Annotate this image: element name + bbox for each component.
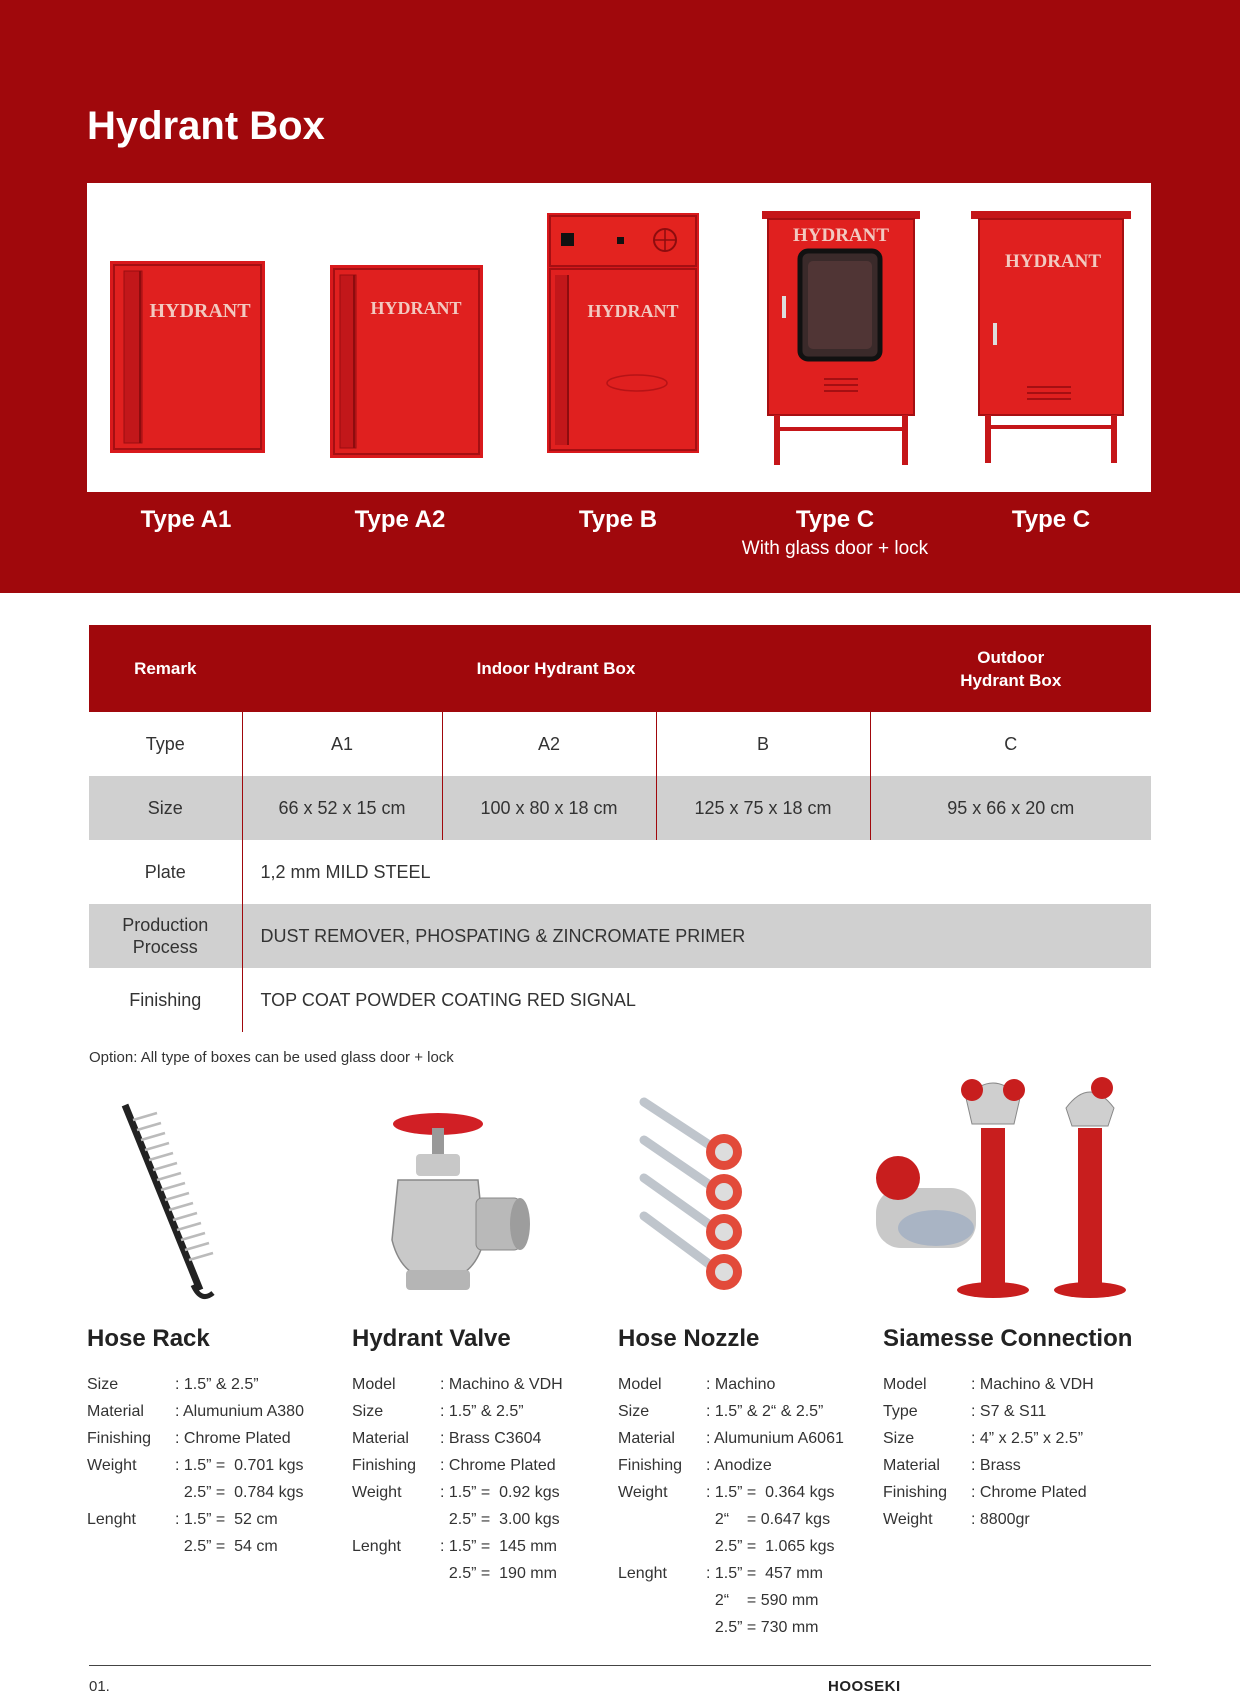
spec-value: : 1.5” = 145 mm <box>440 1538 557 1555</box>
type-c-glass-name: Type C <box>795 506 875 533</box>
option-note: Option: All type of boxes can be used glass door + lock <box>89 1049 454 1066</box>
product-siamese-connection <box>883 1325 1151 1533</box>
spec-value: : Alumunium A6061 <box>706 1430 844 1447</box>
process-row-label: Production Process <box>89 904 242 968</box>
spec-key: Finishing <box>883 1484 948 1501</box>
spec-table <box>89 625 1151 1032</box>
plate-value: 1,2 mm MILD STEEL <box>260 861 431 882</box>
spec-value: : Machino <box>706 1376 776 1393</box>
spec-key: Weight <box>87 1457 137 1474</box>
siamese-connection-title: Siamesse Connection <box>883 1325 1133 1352</box>
cabinet-c-image <box>971 211 1131 467</box>
spec-key: Finishing <box>352 1457 417 1474</box>
spec-value: : 1.5” = 457 mm <box>706 1565 823 1582</box>
spec-key: Size <box>352 1403 384 1420</box>
spec-key: Weight <box>618 1484 668 1501</box>
spec-value: : Brass <box>971 1457 1021 1474</box>
spec-value: : 1.5” = 52 cm <box>175 1511 278 1528</box>
spec-value: : 1.5” & 2.5” <box>440 1403 524 1420</box>
size-row-label: Size <box>89 776 242 840</box>
indoor-header: Indoor Hydrant Box <box>242 625 870 712</box>
page-title: Hydrant Box <box>87 104 325 148</box>
spec-key: Model <box>883 1376 927 1393</box>
spec-value: 2.5” = 0.784 kgs <box>175 1484 304 1501</box>
spec-key: Lenght <box>87 1511 136 1528</box>
spec-value: 2.5” = 730 mm <box>706 1619 819 1636</box>
spec-key: Weight <box>352 1484 402 1501</box>
cabinet-c-glass-image <box>762 211 920 469</box>
spec-key <box>352 1560 440 1587</box>
product-hose-nozzle <box>618 1325 878 1641</box>
spec-key: Material <box>87 1403 144 1420</box>
spec-key: Lenght <box>352 1538 401 1555</box>
cabinet-a1-image <box>110 261 265 453</box>
type-label-c <box>941 506 1161 534</box>
spec-key: Size <box>883 1430 915 1447</box>
spec-value: : Anodize <box>706 1457 772 1474</box>
spec-value: : Chrome Plated <box>971 1484 1087 1501</box>
type-row <box>89 712 1151 776</box>
plate-row <box>89 840 1151 904</box>
type-c-cell: C <box>1004 733 1018 754</box>
hose-nozzle-title: Hose Nozzle <box>618 1325 760 1352</box>
spec-value: 2“ = 590 mm <box>706 1592 819 1609</box>
product-hydrant-valve <box>352 1325 612 1587</box>
type-b-name: Type B <box>578 506 658 533</box>
size-a2-cell: 100 x 80 x 18 cm <box>442 776 656 840</box>
hose-rack-image <box>115 1095 225 1310</box>
spec-value: 2“ = 0.647 kgs <box>706 1511 831 1528</box>
footer-divider <box>89 1665 1151 1666</box>
hydrant-valve-title: Hydrant Valve <box>352 1325 511 1352</box>
remark-header: Remark <box>89 625 242 712</box>
spec-key: Finishing <box>618 1457 683 1474</box>
spec-key: Material <box>883 1457 940 1474</box>
process-row <box>89 904 1151 968</box>
type-c-name: Type C <box>1011 506 1091 533</box>
spec-value: : Alumunium A380 <box>175 1403 304 1420</box>
spec-value: : 1.5” & 2“ & 2.5” <box>706 1403 824 1420</box>
spec-value: : 1.5” & 2.5” <box>175 1376 259 1393</box>
spec-key <box>618 1506 706 1533</box>
plate-row-label: Plate <box>89 840 242 904</box>
spec-key: Size <box>618 1403 650 1420</box>
spec-value: : 4” x 2.5” x 2.5” <box>971 1430 1084 1447</box>
cabinet-a2-word: HYDRANT <box>370 298 462 318</box>
spec-value: : 1.5” = 0.701 kgs <box>175 1457 304 1474</box>
cabinet-b-image <box>547 213 699 453</box>
cabinet-photo-strip <box>87 183 1151 492</box>
spec-value: : Brass C3604 <box>440 1430 542 1447</box>
spec-key <box>618 1587 706 1614</box>
finishing-row-label: Finishing <box>89 968 242 1032</box>
spec-value: : 1.5” = 0.364 kgs <box>706 1484 835 1501</box>
spec-header-row <box>89 625 1151 712</box>
type-c-glass-subtitle: With glass door + lock <box>741 538 929 559</box>
spec-key <box>87 1533 175 1560</box>
spec-value: 2.5” = 54 cm <box>175 1538 278 1555</box>
type-a1-name: Type A1 <box>140 506 232 533</box>
spec-key: Type <box>883 1403 918 1420</box>
spec-value: 2.5” = 3.00 kgs <box>440 1511 560 1528</box>
hydrant-valve-image <box>376 1110 536 1300</box>
spec-key <box>87 1479 175 1506</box>
cabinet-c-word: HYDRANT <box>1004 251 1102 272</box>
cabinet-c-glass-word: HYDRANT <box>792 225 890 246</box>
spec-value: : S7 & S11 <box>971 1403 1047 1420</box>
size-b-cell: 125 x 75 x 18 cm <box>656 776 870 840</box>
spec-value: : 8800gr <box>971 1511 1030 1528</box>
type-label-a1 <box>76 506 296 534</box>
size-a1-cell: 66 x 52 x 15 cm <box>242 776 442 840</box>
spec-key: Model <box>352 1376 396 1393</box>
brand-name: HOOSEKI <box>828 1678 901 1695</box>
spec-key: Material <box>352 1430 409 1447</box>
type-b-cell: B <box>656 712 870 776</box>
spec-key: Model <box>618 1376 662 1393</box>
spec-value: : Chrome Plated <box>175 1430 291 1447</box>
spec-value: : Machino & VDH <box>440 1376 563 1393</box>
spec-key <box>352 1506 440 1533</box>
cabinet-b-word: HYDRANT <box>587 301 679 321</box>
outdoor-header: Outdoor Hydrant Box <box>870 625 1151 712</box>
siamese-connection-image <box>866 1068 1156 1308</box>
spec-value: 2.5” = 190 mm <box>440 1565 557 1582</box>
page-number: 01. <box>89 1678 110 1695</box>
spec-key <box>618 1533 706 1560</box>
type-a1-cell: A1 <box>242 712 442 776</box>
spec-value: : Chrome Plated <box>440 1457 556 1474</box>
hose-rack-title: Hose Rack <box>87 1325 210 1352</box>
cabinet-a1-word: HYDRANT <box>149 300 251 322</box>
spec-value: : Machino & VDH <box>971 1376 1094 1393</box>
spec-key: Weight <box>883 1511 933 1528</box>
spec-key: Lenght <box>618 1565 667 1582</box>
type-label-c-glass <box>725 506 945 560</box>
header-banner <box>0 0 1240 593</box>
product-hose-rack <box>87 1325 347 1560</box>
cabinet-a2-image <box>330 265 483 458</box>
type-label-a2 <box>290 506 510 534</box>
spec-key: Finishing <box>87 1430 152 1447</box>
spec-value: : 1.5” = 0.92 kgs <box>440 1484 560 1501</box>
hose-nozzle-image <box>632 1090 762 1310</box>
finishing-value: TOP COAT POWDER COATING RED SIGNAL <box>260 989 636 1010</box>
type-a2-name: Type A2 <box>354 506 446 533</box>
type-label-b <box>508 506 728 534</box>
spec-key: Material <box>618 1430 675 1447</box>
process-value: DUST REMOVER, PHOSPATING & ZINCROMATE PRIMER <box>242 904 1151 968</box>
type-row-label: Type <box>89 712 242 776</box>
spec-value: 2.5” = 1.065 kgs <box>706 1538 835 1555</box>
size-c-cell: 95 x 66 x 20 cm <box>870 776 1151 840</box>
spec-key <box>618 1614 706 1641</box>
spec-key: Size <box>87 1376 119 1393</box>
size-row <box>89 776 1151 840</box>
type-a2-cell: A2 <box>442 712 656 776</box>
finishing-row <box>89 968 1151 1032</box>
